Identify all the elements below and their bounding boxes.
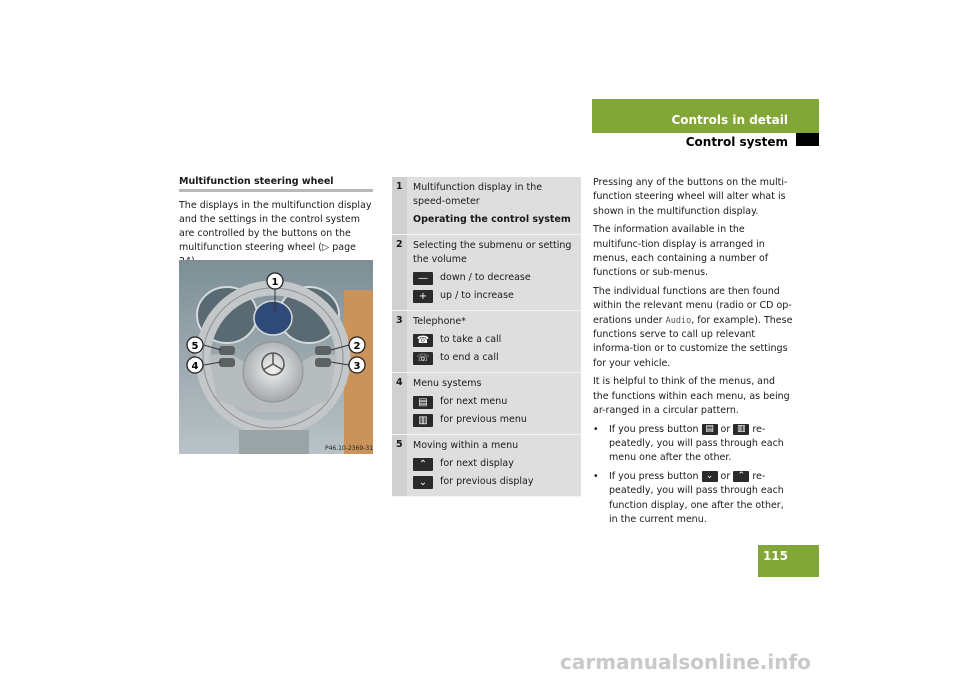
arrow-up-icon: ⌃ (733, 471, 749, 482)
paragraph: It is helpful to think of the menus, and the functions within each menu, as being ar-ranged in a circular pattern. (593, 376, 790, 417)
legend-number: 4 (392, 373, 407, 434)
minus-icon: — (413, 272, 433, 285)
display-text-audio: Audio (665, 315, 692, 326)
menu-prev-icon: ▥ (413, 414, 433, 427)
legend-description: Moving within a menu (413, 440, 519, 451)
legend-number: 2 (392, 235, 407, 310)
steering-wheel-image (179, 260, 373, 454)
callout-1: 1 (271, 277, 279, 288)
arrow-up-icon: ⌃ (413, 458, 433, 471)
legend-item (413, 333, 575, 347)
legend-row (392, 177, 581, 235)
legend-item-text: for next display (440, 458, 514, 469)
menu-next-icon: ▤ (413, 396, 433, 409)
paragraph: The individual functions are then found within the relevant menu (radio or CD op-erations under Audio, for example). These functions serve to call up relevant informa-tion or to customize the settings for your vehicle. (593, 285, 793, 369)
callout-2: 2 (353, 341, 361, 352)
right-column (593, 176, 793, 531)
legend-description: Selecting the submenu or setting the volume (413, 240, 572, 265)
legend-number: 5 (392, 435, 407, 496)
callout-5: 5 (191, 341, 199, 352)
header-black-tab (796, 133, 819, 146)
legend-item (413, 289, 575, 303)
legend-item-text: for previous display (440, 476, 534, 487)
image-code: P46.10-2369-31 (325, 445, 373, 452)
intro-text: The displays in the multifunction display and the settings in the control system are controlled by the buttons on the multifunction steering wheel (▷ page (179, 200, 372, 253)
menu-prev-icon: ▥ (733, 424, 749, 435)
legend-item-text: to take a call (440, 334, 502, 345)
legend-subheading: Operating the control system (413, 214, 571, 225)
bullet-item: • If you press button ⌄ or ⌃ re-peatedly, you will pass through each function display, one after the other, in the current menu. (593, 470, 784, 525)
legend-item-text: up / to increase (440, 290, 514, 301)
legend-item-text: down / to decrease (440, 272, 531, 283)
legend-item-text: for previous menu (440, 414, 527, 425)
legend-item-text: for next menu (440, 396, 508, 407)
callout-4: 4 (191, 361, 199, 372)
header-subtitle: Control system (685, 135, 788, 149)
legend-item (413, 457, 575, 471)
legend-description: Menu systems (413, 378, 482, 389)
header-title: Controls in detail (671, 113, 788, 127)
watermark: carmanualsonline.info (560, 650, 811, 674)
bullet-item: • If you press button ▤ or ▥ re-peatedly, you will pass through each menu one after the other. (593, 423, 784, 464)
legend-item (413, 351, 575, 365)
paragraph: The information available in the multifunc-tion display is arranged in menus, each containing a number of functions or sub-menus. (593, 224, 769, 279)
phone-hangup-icon: ☏ (413, 352, 433, 365)
legend-description: Telephone* (413, 316, 466, 327)
legend-row (392, 311, 581, 373)
legend-table (392, 177, 581, 497)
phone-pickup-icon: ☎ (413, 334, 433, 347)
section-divider (179, 189, 373, 192)
plus-icon: + (413, 290, 433, 303)
paragraph: Pressing any of the buttons on the multi-function steering wheel will alter what is shown in the multifunction display. (593, 177, 788, 217)
arrow-down-icon: ⌄ (413, 476, 433, 489)
legend-row (392, 373, 581, 435)
legend-row (392, 235, 581, 311)
legend-item (413, 395, 575, 409)
page-number: 115 (762, 549, 788, 563)
menu-next-icon: ▤ (702, 424, 718, 435)
legend-number: 3 (392, 311, 407, 372)
legend-number: 1 (392, 177, 407, 234)
legend-description: Multifunction display in the speed-ometer (413, 182, 543, 207)
legend-item (413, 475, 575, 489)
section-title: Multifunction steering wheel (179, 176, 334, 187)
legend-row (392, 435, 581, 497)
callout-3: 3 (353, 361, 361, 372)
legend-item (413, 271, 575, 285)
legend-item-text: to end a call (440, 352, 499, 363)
arrow-down-icon: ⌄ (702, 471, 718, 482)
legend-item (413, 413, 575, 427)
